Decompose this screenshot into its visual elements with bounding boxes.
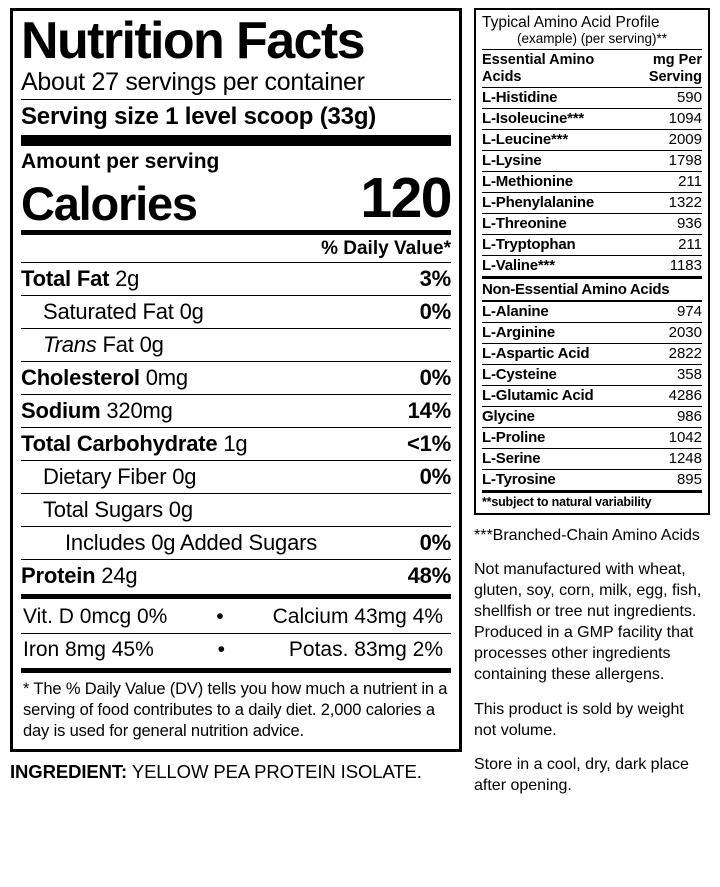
amino-acid-name: Glycine [482,408,535,426]
amino-acid-row [482,129,702,150]
divider-medium [21,230,451,235]
page-title: Nutrition Facts [21,12,364,70]
nutrient-amount: 0g Added Sugars [145,530,318,556]
amino-acid-value: 590 [676,89,702,107]
side-note-paragraph: ***Branched-Chain Amino Acids [474,526,700,544]
side-notes [474,525,710,796]
amino-acid-row [482,448,702,469]
side-note-paragraph: Store in a cool, dry, dark place after opening. [474,755,689,794]
nutrient-label [43,332,164,358]
nutrient-daily-value: 48% [407,563,451,589]
nutrient-name: Sodium [21,398,101,424]
amino-acid-name: L-Alanine [482,303,549,321]
nutrient-row [21,461,451,493]
amount-per-serving-label: Amount per serving [21,150,220,174]
amino-acid-row [482,469,702,490]
nutrient-amount: 24g [95,563,138,589]
calories-value: 120 [360,166,451,231]
nutrient-row [21,527,451,559]
nutrient-daily-value: 0% [419,299,451,325]
amino-acid-row [482,255,702,276]
nutrient-label [43,464,196,490]
vitamin-row [21,601,451,633]
amino-acid-subtitle: (example) (per serving)** [516,30,668,46]
vitamin-right-value: Calcium 43mg 4% [272,605,443,629]
amino-acid-row [482,150,702,171]
amino-acid-name: L-Threonine [482,215,567,233]
non-essential-amino-acid-rows [482,301,702,490]
amino-acid-name: L-Tyrosine [482,471,556,489]
vitamin-left-value: Vit. D 0mcg 0% [23,605,168,629]
divider-medium [21,594,451,599]
amino-acid-row [482,343,702,364]
nutrient-amount: 1g [217,431,248,457]
ingredient-label: INGREDIENT: [10,761,128,783]
ingredient-text: YELLOW PEA PROTEIN ISOLATE. [131,761,422,783]
nutrient-amount: 0g [162,497,193,523]
nutrient-label [21,563,137,589]
nutrient-amount: 0g [173,299,204,325]
amino-acid-name: L-Valine*** [482,257,555,275]
amino-acid-row [482,234,702,255]
nutrient-amount: 2g [109,266,140,292]
amino-acid-value: 895 [676,471,702,489]
amino-acid-name: L-Leucine*** [482,131,568,149]
serving-size: Serving size 1 level scoop (33g) [21,103,377,131]
amino-acid-row [482,385,702,406]
amino-acid-name: L-Proline [482,429,546,447]
divider-medium [21,668,451,673]
nutrient-label [21,266,139,292]
servings-per-container: About 27 servings per container [21,68,365,97]
amino-acid-row [482,301,702,322]
amino-acid-name: L-Glutamic Acid [482,387,594,405]
amino-acid-column [474,8,710,879]
amino-acid-table-header [482,49,702,86]
amino-acid-name: L-Methionine [482,173,573,191]
amino-acid-value: 1798 [668,152,702,170]
amino-acid-value: 1322 [668,194,702,212]
nutrient-row [21,395,451,427]
amino-acid-value: 2822 [668,345,702,363]
nutrient-name: Dietary Fiber [43,464,167,490]
vitamin-right-value: Potas. 83mg 2% [288,638,443,662]
nutrient-name: Total Fat [21,266,110,292]
amino-acid-value: 2009 [668,131,702,149]
amino-acid-table-footnote: **subject to natural variability [482,490,702,509]
nutrient-daily-value: 0% [419,530,451,556]
nutrient-row [21,362,451,394]
nutrient-name: Cholesterol [21,365,140,391]
nutrient-row [21,428,451,460]
nutrient-name: Includes [65,530,146,556]
amino-acid-panel [474,8,710,515]
nutrient-row [21,263,451,295]
divider-thin [21,99,451,100]
amino-acid-name: L-Arginine [482,324,555,342]
nutrient-daily-value: 14% [407,398,451,424]
nutrition-facts-panel [10,8,462,752]
nutrient-label [65,530,317,556]
amino-acid-value: 358 [676,366,702,384]
amino-acid-row [482,108,702,129]
nutrient-daily-value: 0% [419,365,451,391]
nutrient-label [43,299,204,325]
amino-acid-title [482,14,702,46]
vitamin-rows [21,601,451,666]
amino-acid-name: L-Phenylalanine [482,194,595,212]
nutrient-amount: Fat 0g [96,332,164,358]
amino-acid-row [482,192,702,213]
amino-acid-name: L-Aspartic Acid [482,345,590,363]
amino-acid-value: 211 [678,236,702,254]
calories-row [21,166,451,231]
amino-acid-value: 974 [676,303,702,321]
nutrient-label [21,398,173,424]
amino-acid-value: 2030 [668,324,702,342]
nutrient-row [21,296,451,328]
vitamin-row [21,634,451,666]
amino-acid-value: 211 [678,173,702,191]
amino-acid-value: 1248 [668,450,702,468]
nutrient-row [21,329,451,361]
amino-acid-title-text: Typical Amino Acid Profile [482,14,660,31]
side-note-paragraph: Not manufactured with wheat, gluten, soy, corn, milk, egg, fish, shellfish or tree nut ingredients. Produced in a GMP facility that processes other ingredients containing these allergens. [474,560,702,684]
amino-acid-name: L-Lysine [482,152,542,170]
amino-acid-name-header: Essential Amino Acids [482,52,595,85]
nutrient-label [43,497,193,523]
nutrient-daily-value: 3% [419,266,451,292]
amino-acid-value-header: mg Per Serving [648,52,702,85]
nutrient-name: Trans [43,332,97,358]
amino-acid-value: 4286 [668,387,702,405]
nutrient-amount: 0g [166,464,197,490]
amino-acid-name: L-Tryptophan [482,236,576,254]
amino-acid-row [482,87,702,108]
daily-value-header: % Daily Value* [321,238,451,260]
nutrient-name: Total Sugars [43,497,163,523]
nutrient-lines [21,263,451,592]
side-note-paragraph: This product is sold by weight not volume. [474,700,684,739]
nutrient-row [21,494,451,526]
nutrient-name: Saturated Fat [43,299,174,325]
non-essential-header: Non-Essential Amino Acids [482,276,702,301]
amino-acid-row [482,364,702,385]
nutrient-name: Protein [21,563,96,589]
amino-acid-row [482,406,702,427]
nutrient-amount: 0mg [139,365,188,391]
amino-acid-value: 1183 [669,257,702,275]
nutrient-label [21,431,247,457]
vitamin-left-value: Iron 8mg 45% [23,638,154,662]
bullet-separator-icon: • [216,605,224,629]
amino-acid-row [482,427,702,448]
nutrient-label [21,365,188,391]
amino-acid-row [482,322,702,343]
amino-acid-value: 986 [676,408,702,426]
nutrient-name: Total Carbohydrate [21,431,218,457]
nutrient-amount: 320mg [100,398,173,424]
amino-acid-name: L-Serine [482,450,541,468]
nutrition-facts-column [10,8,462,879]
amino-acid-value: 1094 [668,110,702,128]
amino-acid-name: L-Histidine [482,89,558,107]
amino-acid-value: 1042 [668,429,702,447]
nutrient-daily-value: 0% [419,464,451,490]
essential-amino-acid-rows [482,87,702,276]
nutrient-daily-value: <1% [406,431,451,457]
divider-thick [21,135,451,146]
amino-acid-row [482,171,702,192]
amino-acid-row [482,213,702,234]
amino-acid-name: L-Isoleucine*** [482,110,585,128]
calories-label: Calories [21,177,197,231]
amino-acid-name: L-Cysteine [482,366,557,384]
ingredient-statement [10,761,462,783]
bullet-separator-icon: • [217,638,225,662]
daily-value-footnote: * The % Daily Value (DV) tells you how much a nutrient in a serving of food contributes to a daily diet. 2,000 calories a day is used for general nutrition advice. [23,680,448,740]
nutrient-row [21,560,451,592]
amino-acid-value: 936 [676,215,702,233]
